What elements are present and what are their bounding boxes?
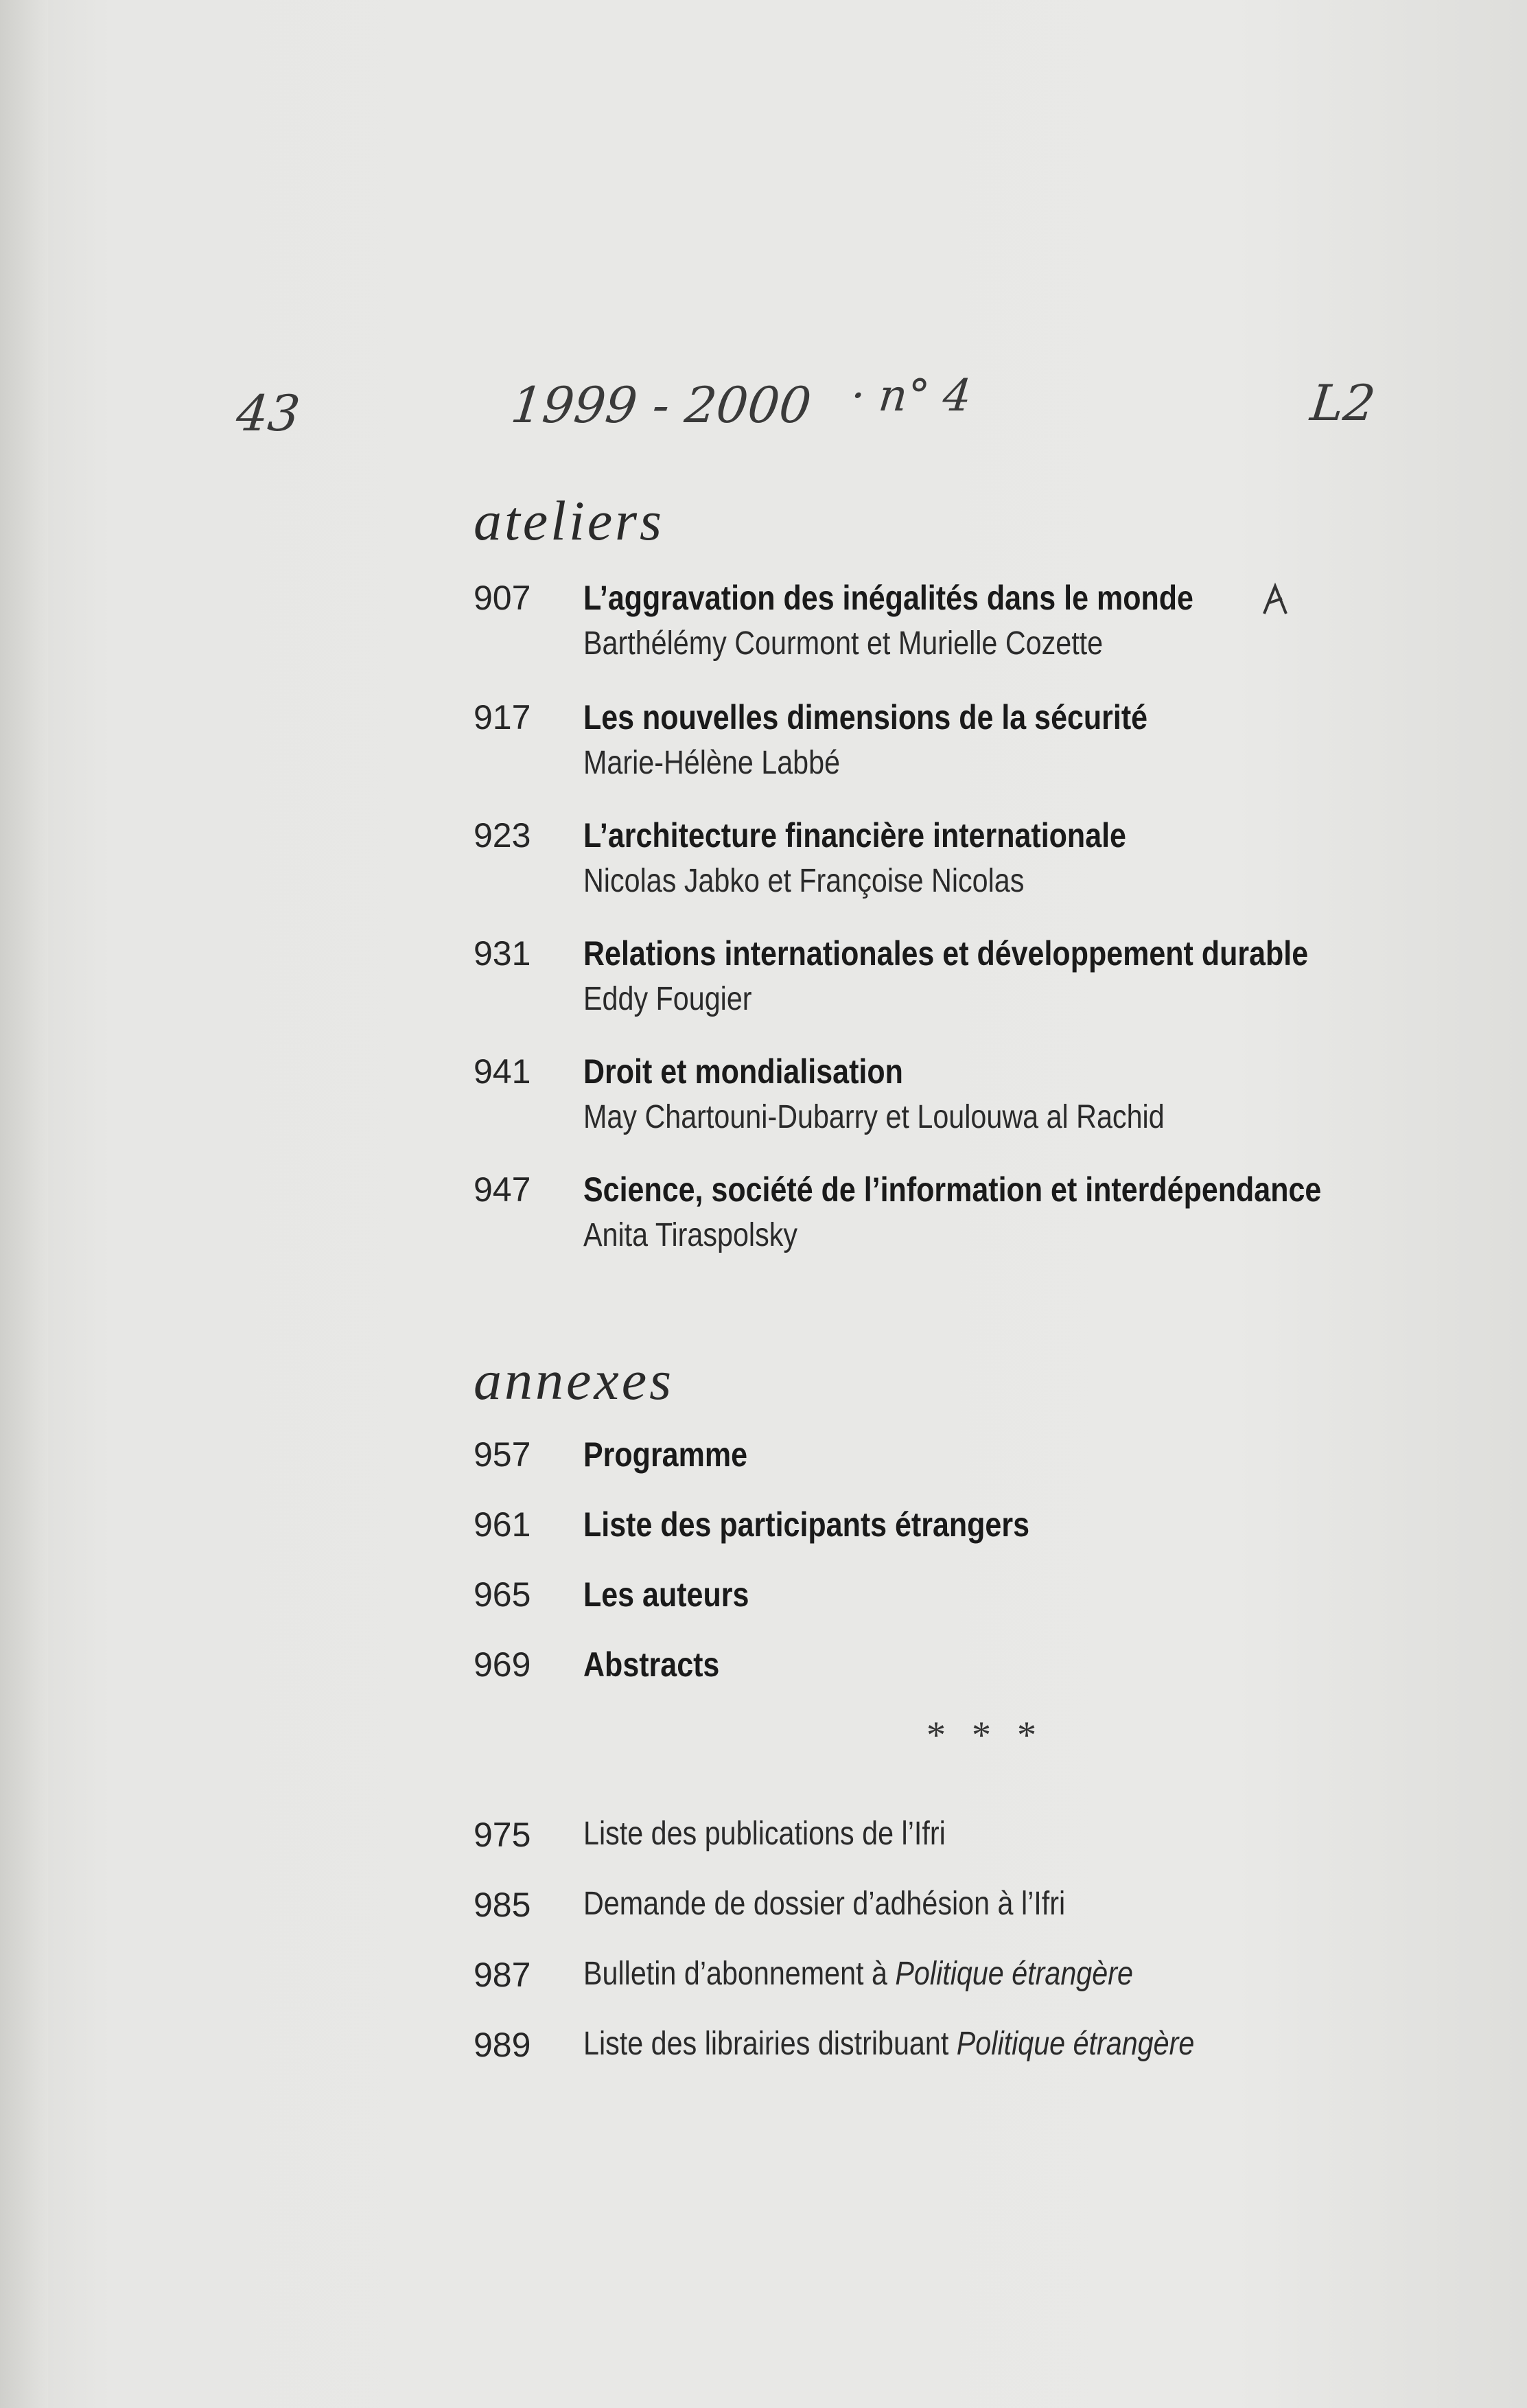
entry-title: Science, société de l’information et interdépendance: [583, 1170, 1322, 1209]
entry-title: L’aggravation des inégalités dans le monde: [583, 579, 1193, 617]
entry-authors: May Chartouni-Dubarry et Loulouwa al Rachid: [583, 1099, 1165, 1135]
page-number: 947: [474, 1170, 531, 1209]
entry-text: Demande de dossier d’adhésion à l’Ifri: [583, 1886, 1066, 1922]
page-number: 907: [474, 579, 531, 617]
page-number: 985: [474, 1886, 531, 1924]
entry-title: Droit et mondialisation: [583, 1052, 903, 1091]
book-spine-shadow: [0, 0, 48, 2408]
entry-title: Programme: [583, 1435, 747, 1474]
page-number: 975: [474, 1816, 531, 1854]
journal-title: Politique étrangère: [895, 1956, 1133, 1992]
page-number: 957: [474, 1435, 531, 1474]
page-number: 969: [474, 1645, 531, 1684]
entry-authors: Nicolas Jabko et Françoise Nicolas: [583, 863, 1025, 899]
entry-authors: Eddy Fougier: [583, 981, 752, 1017]
entry-text: Liste des librairies distribuant Politique étrangère: [583, 2026, 1195, 2062]
page-number: 941: [474, 1052, 531, 1091]
entry-title: L’architecture financière internationale: [583, 816, 1126, 855]
page-number: 987: [474, 1956, 531, 1994]
section-title-annexes: annexes: [474, 1349, 675, 1411]
page-number: 989: [474, 2026, 531, 2064]
entry-authors: Marie-Hélène Labbé: [583, 745, 841, 781]
entry-title: Les nouvelles dimensions de la sécurité: [583, 698, 1148, 737]
entry-text: Liste des publications de l’Ifri: [583, 1816, 946, 1852]
journal-title: Politique étrangère: [956, 2026, 1195, 2062]
handwritten-right-note: L2: [1307, 374, 1379, 432]
entry-title: Abstracts: [583, 1645, 720, 1684]
entry-title: Relations internationales et développement durable: [583, 934, 1309, 973]
page-number: 923: [474, 816, 531, 855]
entry-authors: Barthélémy Courmont et Murielle Cozette: [583, 625, 1104, 662]
page-number: 965: [474, 1575, 531, 1614]
entry-title: Liste des participants étrangers: [583, 1505, 1029, 1544]
entry-title: Les auteurs: [583, 1575, 749, 1614]
handwritten-issue-number: · n° 4: [848, 371, 974, 421]
handwritten-years: 1999 - 2000: [508, 376, 814, 434]
handwritten-check-mark-icon: [1261, 582, 1289, 616]
section-title-ateliers: ateliers: [474, 489, 664, 552]
page-number: 931: [474, 934, 531, 973]
page-number: 917: [474, 698, 531, 737]
handwritten-left-note: 43: [233, 384, 303, 442]
page-number: 961: [474, 1505, 531, 1544]
section-separator: * * *: [926, 1714, 1045, 1757]
entry-text: Bulletin d’abonnement à Politique étrangère: [583, 1956, 1133, 1992]
entry-authors: Anita Tiraspolsky: [583, 1217, 798, 1253]
